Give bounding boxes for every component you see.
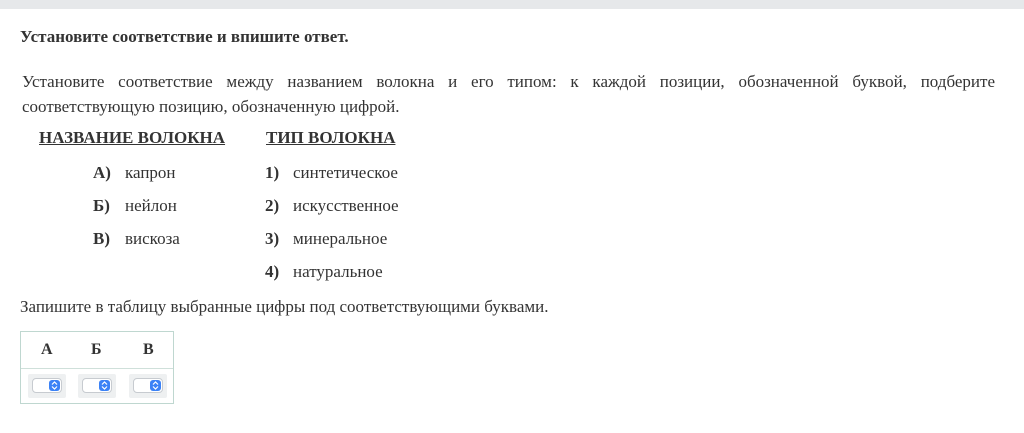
- right-item-marker: 4): [265, 262, 280, 281]
- column-left-title: НАЗВАНИЕ ВОЛОКНА: [39, 128, 226, 147]
- left-item-text: капрон: [125, 163, 176, 182]
- left-item-text: нейлон: [125, 196, 177, 215]
- column-right-title: ТИП ВОЛОКНА: [266, 128, 396, 147]
- right-item-text: натуральное: [293, 262, 383, 281]
- right-item-text: синтетическое: [293, 163, 398, 182]
- right-item-text: минеральное: [293, 229, 388, 248]
- top-bar: [0, 0, 1024, 9]
- answer-table: [20, 331, 174, 404]
- chevron-up-down-icon: [49, 380, 60, 391]
- answer-cell-a: [28, 374, 66, 398]
- right-item-marker: 1): [265, 163, 280, 182]
- right-item-text: искусственное: [293, 196, 399, 215]
- answer-select-a[interactable]: [32, 378, 62, 393]
- left-item-marker: Б): [93, 196, 110, 215]
- chevron-up-down-icon: [150, 380, 161, 391]
- left-item-text: вискоза: [125, 229, 180, 248]
- right-item-marker: 3): [265, 229, 280, 248]
- answer-header-v: В: [143, 341, 154, 358]
- answer-cell-b: [78, 374, 116, 398]
- task-heading: Установите соответствие и впишите ответ.: [20, 27, 349, 46]
- answer-instruction: Запишите в таблицу выбранные цифры под соответствующими буквами.: [20, 297, 549, 316]
- answer-cell-v: [129, 374, 167, 398]
- answer-select-v[interactable]: [133, 378, 163, 393]
- task-description: Установите соответствие между названием волокна и его типом: к каждой позиции, обозначенной буквой, подберите соответствующую позицию, обозначенную цифрой.: [22, 72, 995, 116]
- answer-select-b[interactable]: [82, 378, 112, 393]
- left-item-marker: В): [93, 229, 110, 248]
- answer-table-header-row: [21, 332, 173, 369]
- answer-header-b: Б: [91, 341, 102, 358]
- right-item-marker: 2): [265, 196, 280, 215]
- chevron-up-down-icon: [99, 380, 110, 391]
- left-item-marker: А): [93, 163, 111, 182]
- answer-header-a: А: [41, 341, 53, 358]
